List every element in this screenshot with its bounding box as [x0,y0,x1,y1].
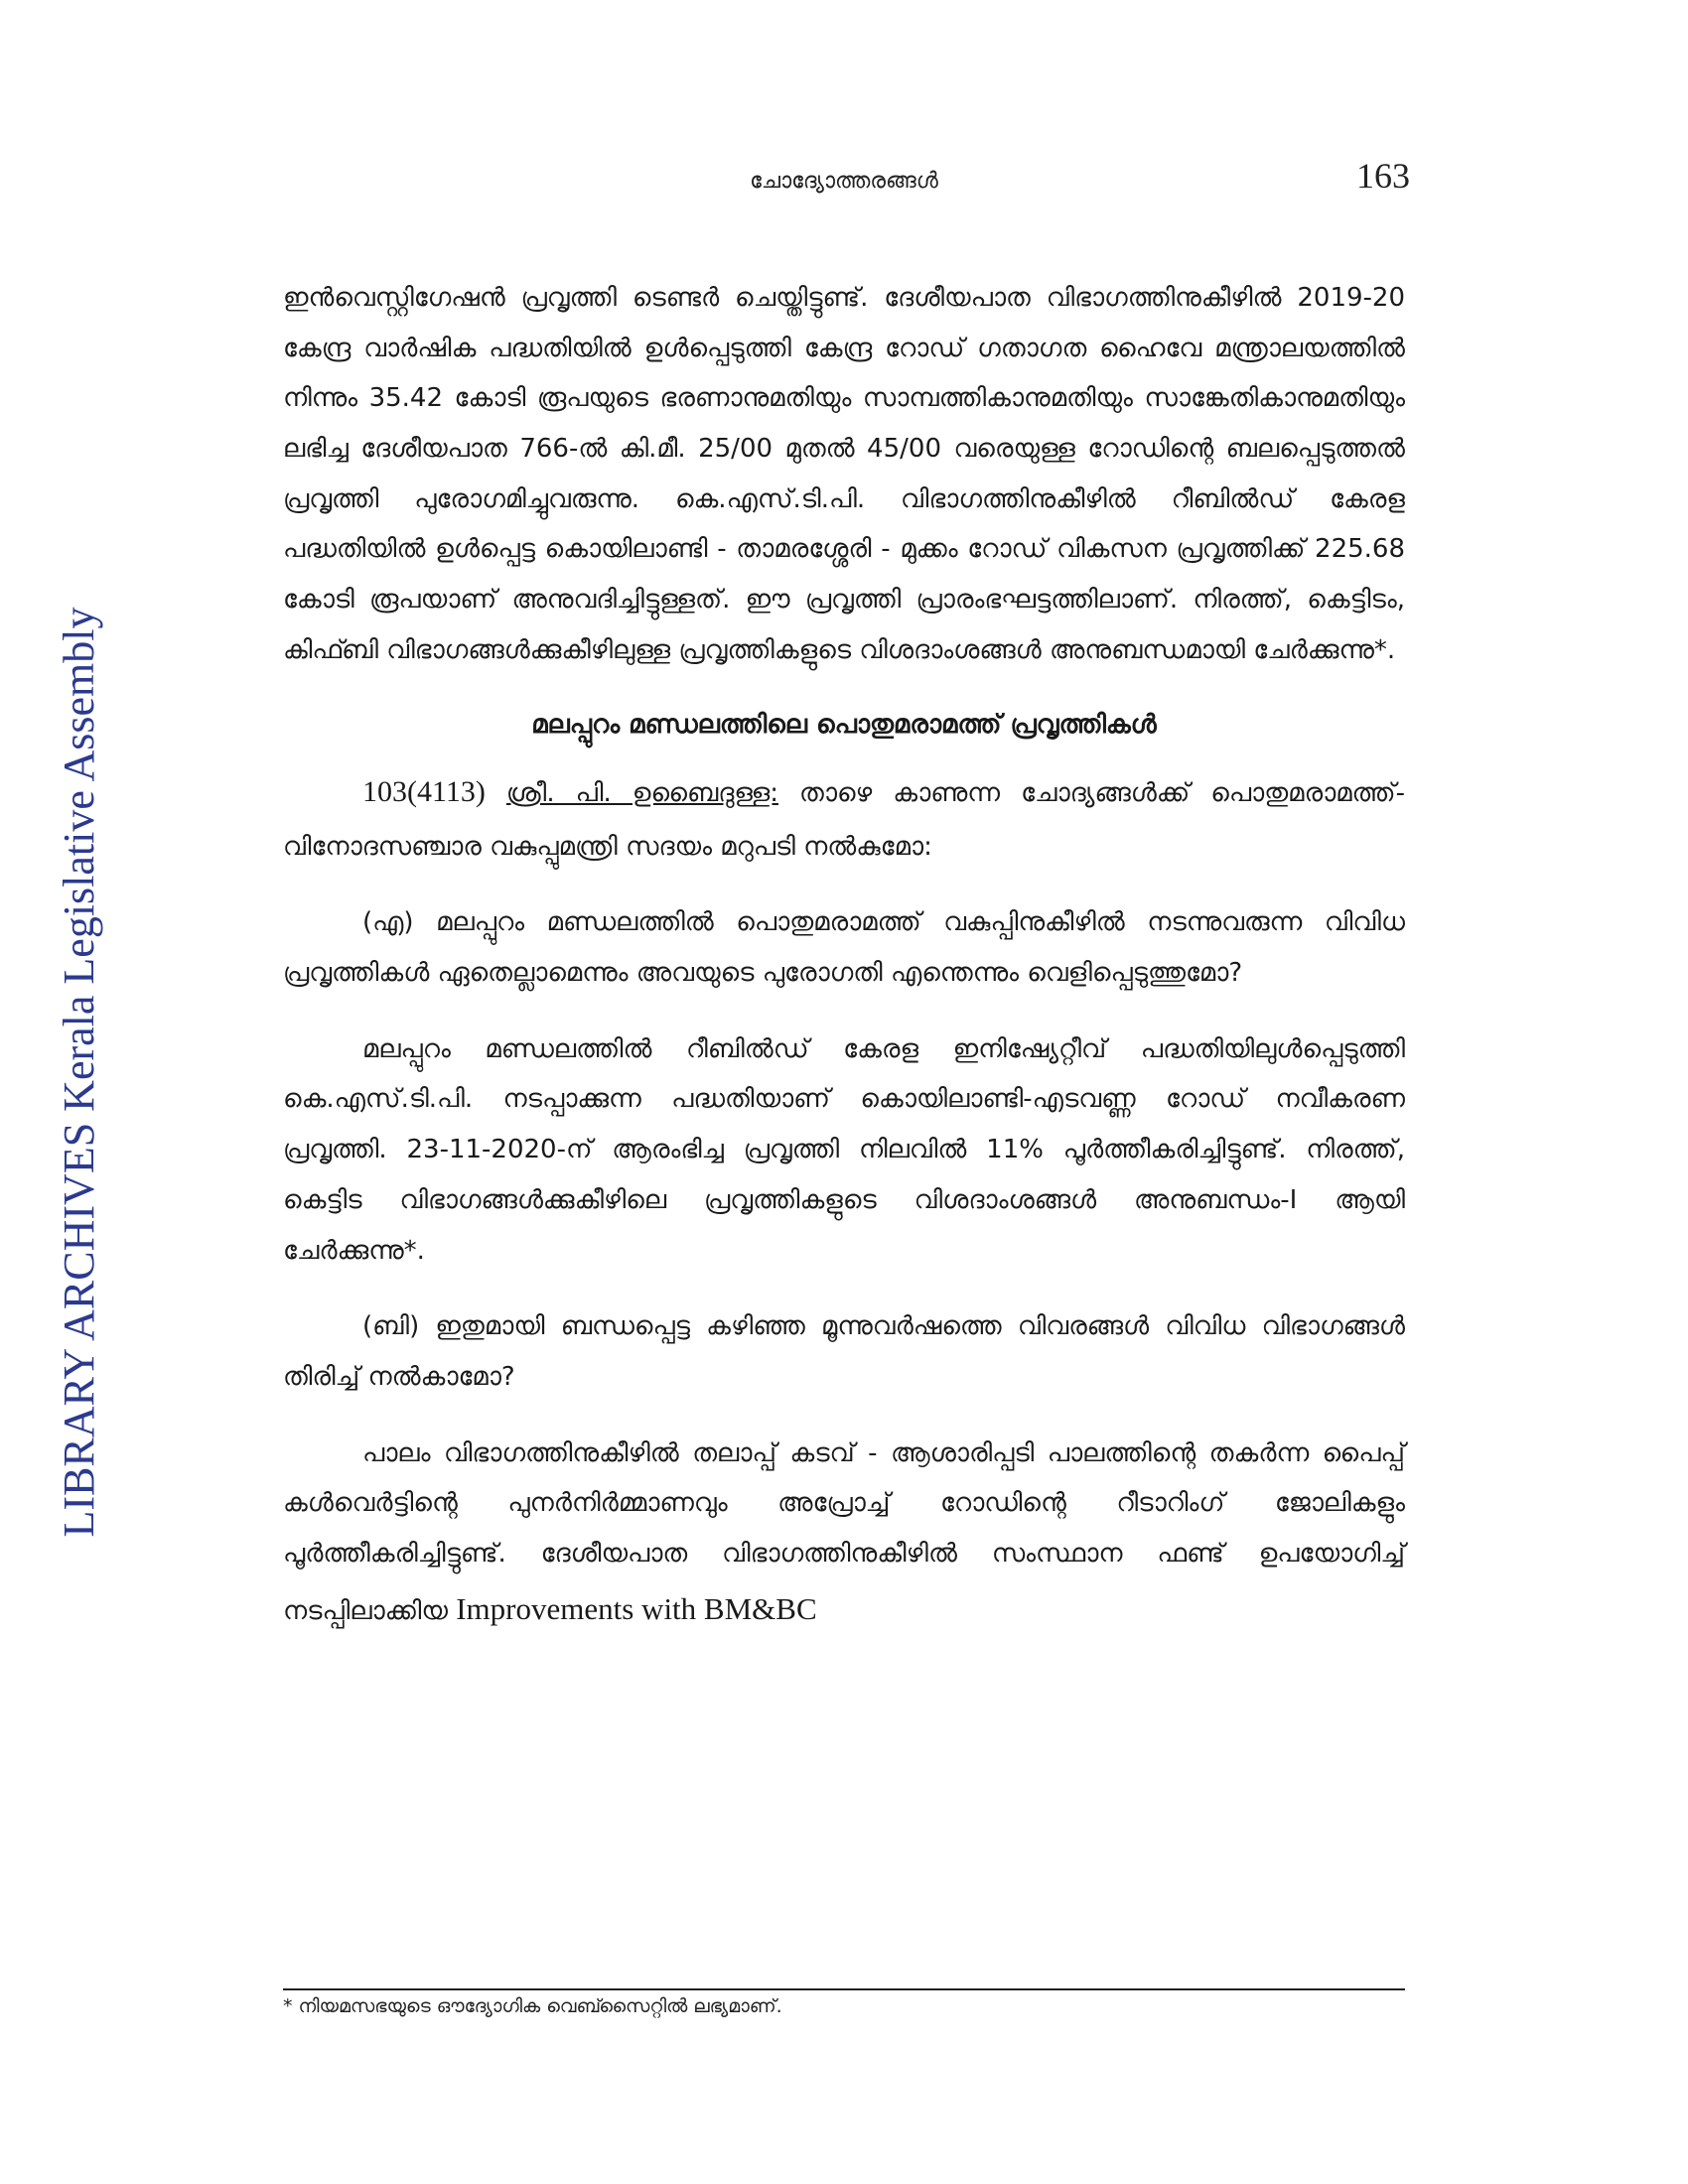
page-number: 163 [1356,156,1410,196]
section-heading: മലപ്പുറം മണ്ഡലത്തിലെ പൊതുമരാമത്ത് പ്രവൃത്തികൾ [531,709,1157,740]
side-watermark: LIBRARY ARCHIVES Kerala Legislative Assembly [55,607,103,1538]
answer-a: മലപ്പുറം മണ്ഡലത്തിൽ റീബിൽഡ് കേരള ഇനിഷ്യേറ്റീവ് പദ്ധതിയിലുൾപ്പെടുത്തി കെ.എസ്.ടി.പി. നടപ്പാക്കുന്ന പദ്ധതിയാണ് കൊയിലാണ്ടി-എടവണ്ണ റോഡ് നവീകരണ പ്രവൃത്തി. 23-11-2020-ന് ആരംഭിച്ച പ്രവൃത്തി നിലവിൽ 11% പൂർത്തീകരിച്ചിട്ടുണ്ട്. നിരത്ത്, കെട്ടിട വിഭാഗങ്ങൾക്കുകീഴിലെ പ്രവൃത്തികളുടെ വിശദാംശങ്ങൾ അനുബന്ധം-I ആയി ചേർക്കുന്നു*. [283,1033,1405,1266]
question-a: (എ) മലപ്പുറം മണ്ഡലത്തിൽ പൊതുമരാമത്ത് വകുപ്പിനുകീഴിൽ നടന്നുവരുന്ന വിവിധ പ്രവൃത്തികൾ ഏതെല്ലാമെന്നും അവയുടെ പുരോഗതി എന്തെന്നും വെളിപ്പെടുത്തുമോ? [283,907,1405,989]
footnote-divider [283,1988,1405,1990]
answer-b-english: Improvements with BM&BC [456,1590,817,1626]
question-b: (ബി) ഇതുമായി ബന്ധപ്പെട്ട കഴിഞ്ഞ മൂന്നുവർഷത്തെ വിവരങ്ങൾ വിവിധ വിഭാഗങ്ങൾ തിരിച്ച് നൽകാമോ? [283,1311,1405,1392]
question-number: 103(4113) [362,775,486,809]
question-intro-text: താഴെ കാണുന്ന ചോദ്യങ്ങൾക്ക് പൊതുമരാമത്ത്-വിനോദസഞ്ചാര വകുപ്പുമന്ത്രി സദയം മറുപടി നൽകുമോ: [283,778,1406,862]
running-header: ചോദ്യോത്തരങ്ങൾ [750,169,938,194]
page-body [283,273,1405,1639]
footnote: * നിയമസഭയുടെ ഔദ്യോഗിക വെബ്സൈറ്റിൽ ലഭ്യമാണ്. [283,1995,782,2017]
member-name: ശ്രീ. പി. ഉബൈദുള്ള: [505,778,778,809]
answer-b [283,1429,1405,1640]
answer-b-text: പാലം വിഭാഗത്തിനുകീഴിൽ തലാപ്പ് കടവ് - ആശാരിപ്പടി പാലത്തിന്റെ തകർന്ന പൈപ്പ് കൾവെർട്ടിന്റെ പുനർനിർമ്മാണവും അപ്രോച്ച് റോഡിന്റെ റീടാറിംഗ് ജോലികളും പൂർത്തീകരിച്ചിട്ടുണ്ട്. ദേശീയപാത വിഭാഗത്തിനുകീഴിൽ സംസ്ഥാന ഫണ്ട് ഉപയോഗിച്ച് നടപ്പിലാക്കിയ [283,1437,1405,1626]
answer-continuation: ഇൻവെസ്റ്റിഗേഷൻ പ്രവൃത്തി ടെണ്ടർ ചെയ്തിട്ടുണ്ട്. ദേശീയപാത വിഭാഗത്തിനുകീഴിൽ 2019-20 കേന്ദ്ര വാർഷിക പദ്ധതിയിൽ ഉൾപ്പെടുത്തി കേന്ദ്ര റോഡ് ഗതാഗത ഹൈവേ മന്ത്രാലയത്തിൽ നിന്നും 35.42 കോടി രൂപയുടെ ഭരണാനുമതിയും സാമ്പത്തികാനുമതിയും സാങ്കേതികാനുമതിയും ലഭിച്ച ദേശീയപാത 766-ൽ കി.മീ. 25/00 മുതൽ 45/00 വരെയുള്ള റോഡിന്റെ ബലപ്പെടുത്തൽ പ്രവൃത്തി പുരോഗമിച്ചുവരുന്നു. കെ.എസ്.ടി.പി. വിഭാഗത്തിനുകീഴിൽ റീബിൽഡ് കേരള പദ്ധതിയിൽ ഉൾപ്പെട്ട കൊയിലാണ്ടി - താമരശ്ശേരി - മുക്കം റോഡ് വികസന പ്രവൃത്തിക്ക് 225.68 കോടി രൂപയാണ് അനുവദിച്ചിട്ടുള്ളത്. ഈ പ്രവൃത്തി പ്രാരംഭഘട്ടത്തിലാണ്. നിരത്ത്, കെട്ടിടം, കിഫ്ബി വിഭാഗങ്ങൾക്കുകീഴിലുള്ള പ്രവൃത്തികളുടെ വിശദാംശങ്ങൾ അനുബന്ധമായി ചേർക്കുന്നു*. [283,283,1405,665]
question-intro [283,763,1405,872]
